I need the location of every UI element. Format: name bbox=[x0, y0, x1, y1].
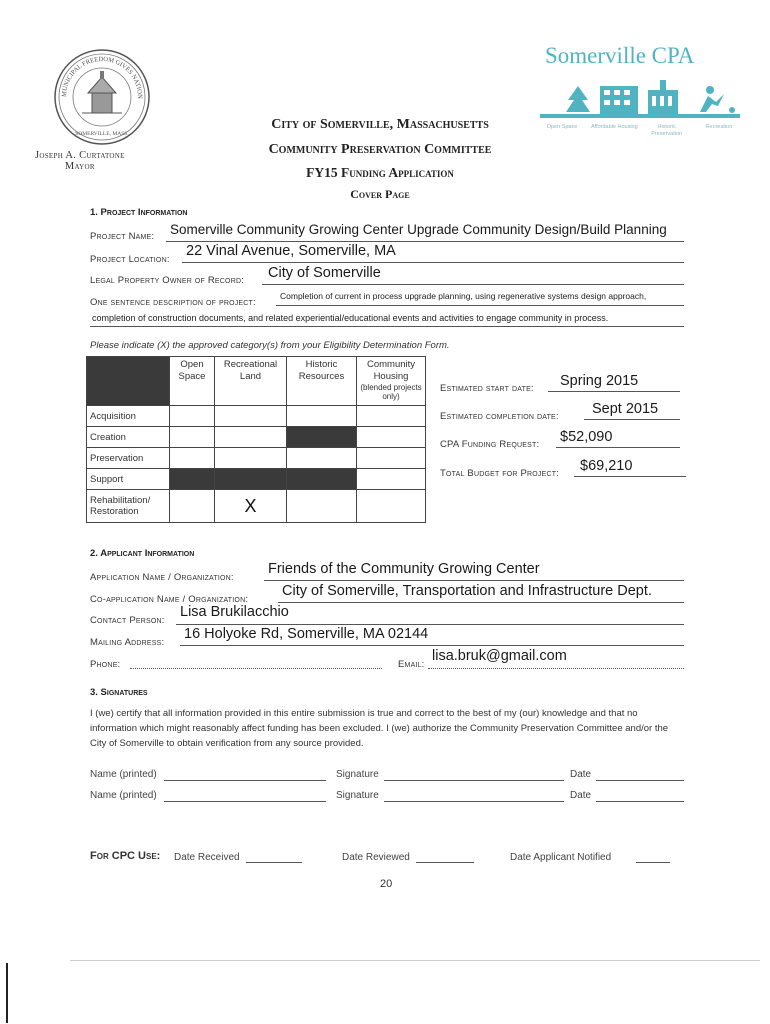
description-line2[interactable]: completion of construction documents, and related experiential/educational events and activities to engage community in process. bbox=[92, 313, 609, 323]
mayor-block bbox=[35, 150, 125, 172]
runner-icon bbox=[700, 94, 724, 112]
funding-request-value[interactable]: $52,090 bbox=[560, 429, 613, 445]
cell-disabled bbox=[215, 469, 287, 490]
start-date-label: Estimated start date: bbox=[440, 383, 534, 394]
owner-value[interactable]: City of Somerville bbox=[268, 265, 381, 281]
cell[interactable] bbox=[287, 448, 357, 469]
owner-label: Legal Property Owner of Record: bbox=[90, 275, 245, 286]
cell[interactable] bbox=[215, 427, 287, 448]
project-name-value[interactable]: Somerville Community Growing Center Upgrade Community Design/Build Planning bbox=[170, 222, 667, 237]
project-name-label: Project Name: bbox=[90, 231, 155, 242]
email-value[interactable]: lisa.bruk@gmail.com bbox=[432, 648, 567, 664]
description-line1[interactable]: Completion of current in process upgrade planning, using regenerative systems design approach, bbox=[280, 291, 647, 301]
signature-label-1: Signature bbox=[336, 769, 379, 780]
category-table bbox=[86, 356, 426, 523]
mailing-value[interactable]: 16 Holyoke Rd, Somerville, MA 02144 bbox=[184, 626, 429, 642]
caption-historic: Historic Preservation bbox=[651, 124, 683, 137]
header-committee: Community Preservation Committee bbox=[268, 142, 492, 157]
cell[interactable] bbox=[215, 406, 287, 427]
row-preservation: Preservation bbox=[87, 448, 170, 469]
cell[interactable] bbox=[357, 406, 426, 427]
cpc-use-label: For CPC Use: bbox=[90, 850, 161, 862]
total-budget-value[interactable]: $69,210 bbox=[580, 458, 633, 474]
category-instruction: Please indicate (X) the approved category(s) from your Eligibility Determination Form. bbox=[90, 340, 450, 351]
tree-icon bbox=[566, 86, 590, 112]
row-creation: Creation bbox=[87, 427, 170, 448]
cell[interactable] bbox=[287, 490, 357, 523]
date-reviewed-label: Date Reviewed bbox=[342, 852, 410, 863]
applicant-label: Application Name / Organization: bbox=[90, 572, 234, 583]
project-location-value[interactable]: 22 Vinal Avenue, Somerville, MA bbox=[186, 243, 396, 259]
col-housing-note: (blended projects only) bbox=[360, 383, 422, 401]
mayor-name: Joseph A. Curtatone bbox=[35, 150, 125, 161]
contact-label: Contact Person: bbox=[90, 615, 165, 626]
caption-recreation: Recreation bbox=[705, 124, 733, 130]
mailing-label: Mailing Address: bbox=[90, 637, 165, 648]
city-seal bbox=[52, 47, 152, 147]
col-historic: Historic Resources bbox=[287, 357, 357, 406]
total-budget-label: Total Budget for Project: bbox=[440, 468, 560, 479]
cell[interactable] bbox=[357, 469, 426, 490]
phone-label: Phone: bbox=[90, 659, 121, 670]
seal-ring-text: MUNICIPAL FREEDOM GIVES NATION bbox=[60, 55, 144, 99]
header-cover-page: Cover Page bbox=[350, 187, 410, 201]
cell-disabled bbox=[170, 469, 215, 490]
cell[interactable] bbox=[170, 406, 215, 427]
page-number: 20 bbox=[380, 878, 393, 890]
start-date-value[interactable]: Spring 2015 bbox=[560, 373, 639, 389]
email-label: Email: bbox=[398, 659, 425, 670]
cell[interactable] bbox=[287, 406, 357, 427]
description-label: One sentence description of project: bbox=[90, 297, 256, 308]
cpa-logo-title: Somerville CPA bbox=[545, 43, 695, 68]
name-label-1: Name (printed) bbox=[90, 769, 157, 780]
cell-recreational-rehab-mark[interactable]: X bbox=[215, 490, 287, 523]
date-received-label: Date Received bbox=[174, 852, 240, 863]
row-support: Support bbox=[87, 469, 170, 490]
row-acquisition: Acquisition bbox=[87, 406, 170, 427]
mayor-title: Mayor bbox=[64, 161, 95, 172]
certify-text: I (we) certify that all information provided in this entire submission is true and correct to the best of my (our) knowledge and that no information which might reasonably affect funding has been excluded. I (we) authorize the Community Preservation Committee and/or the City of Somerville to obtain verification from any source provided. bbox=[90, 708, 669, 749]
cell[interactable] bbox=[357, 448, 426, 469]
header-city: City of Somerville, Massachusetts bbox=[271, 117, 489, 132]
date-label-1: Date bbox=[570, 769, 592, 780]
co-applicant-label: Co-application Name / Organization: bbox=[90, 594, 249, 605]
cell[interactable] bbox=[170, 448, 215, 469]
co-applicant-value[interactable]: City of Somerville, Transportation and Infrastructure Dept. bbox=[282, 583, 652, 599]
date-notified-label: Date Applicant Notified bbox=[510, 852, 612, 863]
name-label-2: Name (printed) bbox=[90, 790, 157, 801]
cell[interactable] bbox=[170, 490, 215, 523]
cell-disabled bbox=[287, 469, 357, 490]
seal-bottom-text: SOMERVILLE, MASS. bbox=[75, 131, 129, 137]
col-community-housing-label: Community Housing bbox=[366, 359, 416, 382]
col-community-housing bbox=[357, 357, 426, 406]
cell[interactable] bbox=[170, 427, 215, 448]
section3-title: 3. Signatures bbox=[90, 687, 148, 698]
col-open-space: Open Space bbox=[170, 357, 215, 406]
contact-value[interactable]: Lisa Brukilacchio bbox=[180, 604, 289, 620]
cell-disabled bbox=[287, 427, 357, 448]
cell[interactable] bbox=[215, 448, 287, 469]
applicant-value[interactable]: Friends of the Community Growing Center bbox=[268, 561, 540, 577]
section1-title: 1. Project Information bbox=[90, 207, 188, 218]
section2-title: 2. Applicant Information bbox=[90, 548, 195, 559]
completion-date-value[interactable]: Sept 2015 bbox=[592, 401, 659, 417]
signature-label-2: Signature bbox=[336, 790, 379, 801]
cell[interactable] bbox=[357, 427, 426, 448]
caption-housing: Affordable Housing bbox=[590, 124, 638, 130]
col-recreational: Recreational Land bbox=[215, 357, 287, 406]
completion-date-label: Estimated completion date: bbox=[440, 411, 559, 422]
funding-request-label: CPA Funding Request: bbox=[440, 439, 540, 450]
scan-edge-line bbox=[70, 960, 760, 961]
project-location-label: Project Location: bbox=[90, 254, 170, 265]
table-corner bbox=[87, 357, 170, 406]
row-rehabilitation: Rehabilitation/ Restoration bbox=[87, 490, 170, 523]
cell[interactable] bbox=[357, 490, 426, 523]
date-label-2: Date bbox=[570, 790, 592, 801]
caption-open-space: Open Space bbox=[546, 124, 578, 130]
scan-edge-mark bbox=[6, 963, 8, 1023]
header-application: FY15 Funding Application bbox=[306, 165, 454, 180]
